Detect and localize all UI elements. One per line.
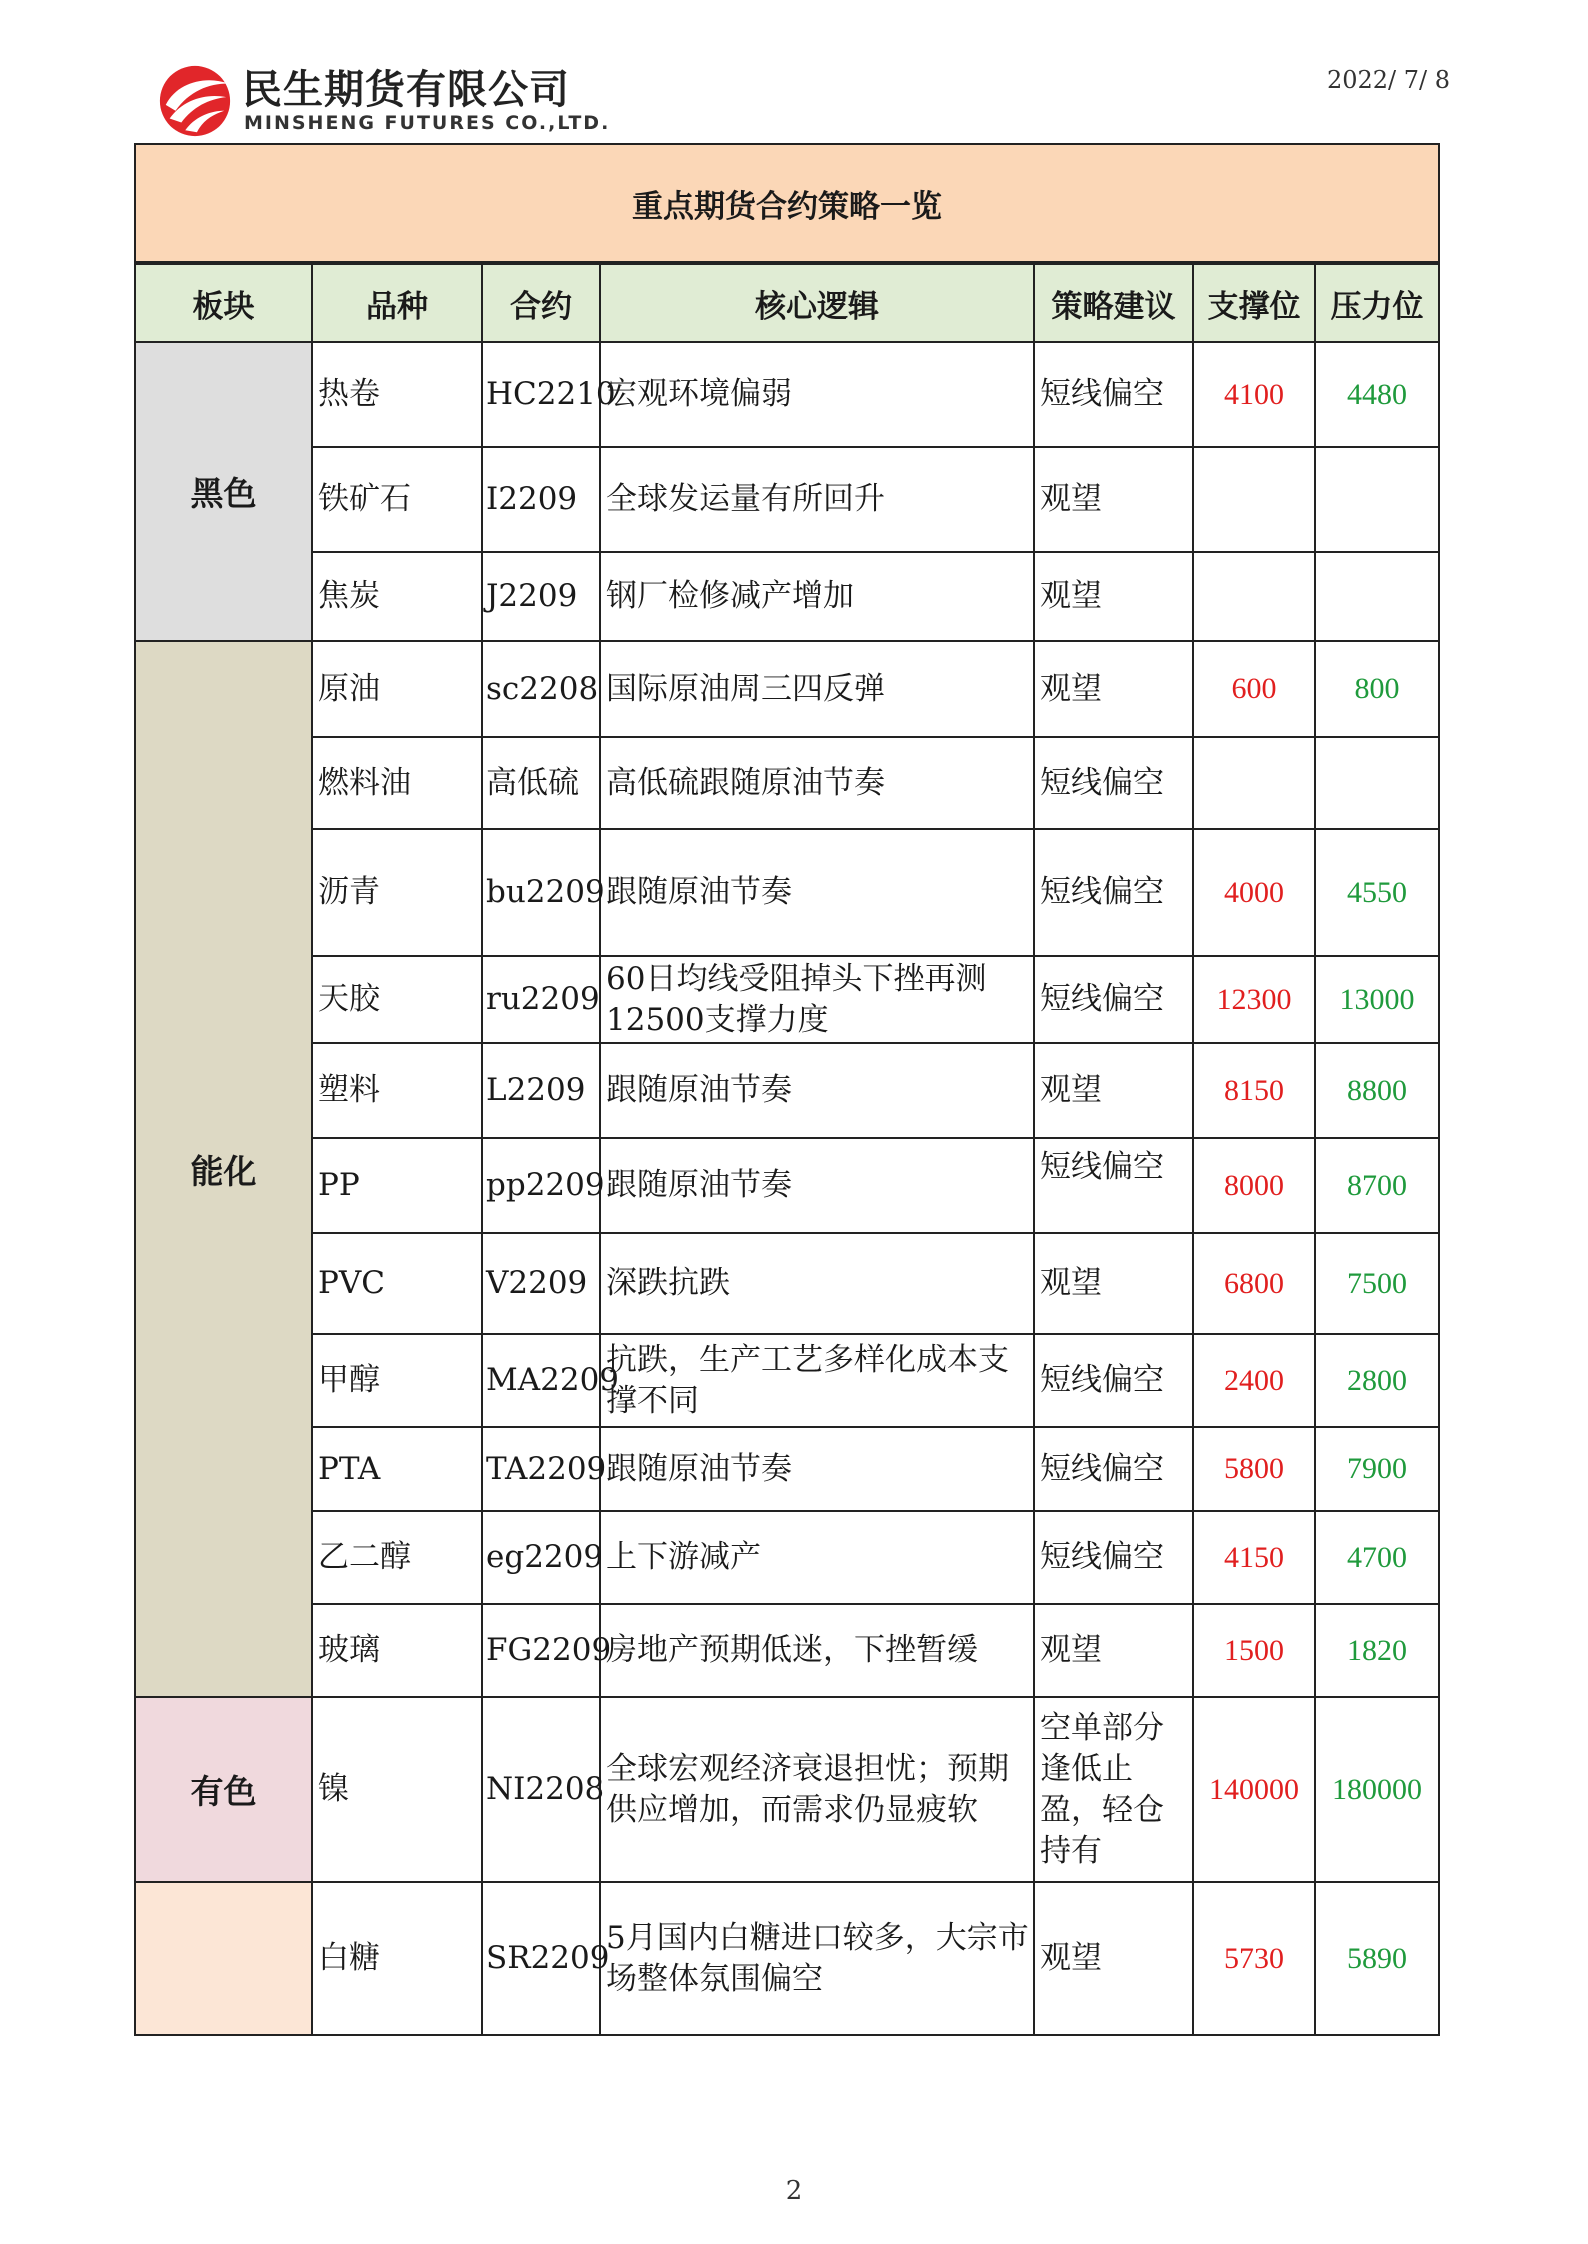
contract-cell: I2209 xyxy=(482,447,600,552)
sector-cell: 黑色 xyxy=(135,342,312,641)
table-row xyxy=(135,1511,1439,1604)
logic-cell: 跟随原油节奏 xyxy=(600,829,1034,956)
logic-cell: 5月国内白糖进口较多，大宗市场整体氛围偏空 xyxy=(600,1882,1034,2035)
logic-cell: 房地产预期低迷，下挫暂缓 xyxy=(600,1604,1034,1697)
column-header: 策略建议 xyxy=(1034,263,1193,342)
logic-cell: 抗跌，生产工艺多样化成本支撑不同 xyxy=(600,1334,1034,1427)
strategy-cell: 观望 xyxy=(1034,447,1193,552)
logic-cell: 宏观环境偏弱 xyxy=(600,342,1034,447)
contract-cell: sc2208 xyxy=(482,641,600,737)
table-row xyxy=(135,342,1439,447)
support-cell: 5730 xyxy=(1193,1882,1315,2035)
column-header: 板块 xyxy=(135,263,312,342)
table-row xyxy=(135,641,1439,737)
support-cell: 140000 xyxy=(1193,1697,1315,1882)
report-date: 2022/ 7/ 8 xyxy=(1326,66,1450,94)
contract-cell: FG2209 xyxy=(482,1604,600,1697)
support-cell: 1500 xyxy=(1193,1604,1315,1697)
resistance-cell xyxy=(1315,447,1439,552)
resistance-cell: 1820 xyxy=(1315,1604,1439,1697)
contract-cell: L2209 xyxy=(482,1043,600,1138)
table-row xyxy=(135,737,1439,829)
support-cell: 12300 xyxy=(1193,956,1315,1043)
contract-cell: V2209 xyxy=(482,1233,600,1334)
strategy-table xyxy=(134,143,1440,2036)
logic-cell: 深跌抗跌 xyxy=(600,1233,1034,1334)
logic-cell: 钢厂检修减产增加 xyxy=(600,552,1034,641)
contract-cell: TA2209 xyxy=(482,1427,600,1511)
company-name-en: MINSHENG FUTURES CO.,LTD. xyxy=(244,112,611,134)
variety-cell: PVC xyxy=(312,1233,482,1334)
variety-cell: 玻璃 xyxy=(312,1604,482,1697)
resistance-cell: 180000 xyxy=(1315,1697,1439,1882)
contract-cell: 高低硫 xyxy=(482,737,600,829)
page-number: 2 xyxy=(785,2176,803,2206)
resistance-cell: 13000 xyxy=(1315,956,1439,1043)
logic-cell: 跟随原油节奏 xyxy=(600,1427,1034,1511)
logic-cell: 高低硫跟随原油节奏 xyxy=(600,737,1034,829)
company-name-cn: 民生期货有限公司 xyxy=(242,67,570,113)
support-cell: 4000 xyxy=(1193,829,1315,956)
variety-cell: 白糖 xyxy=(312,1882,482,2035)
support-cell xyxy=(1193,737,1315,829)
table-title: 重点期货合约策略一览 xyxy=(135,144,1439,263)
table-row xyxy=(135,956,1439,1043)
support-cell: 6800 xyxy=(1193,1233,1315,1334)
column-header: 压力位 xyxy=(1315,263,1439,342)
logic-cell: 上下游减产 xyxy=(600,1511,1034,1604)
strategy-cell: 观望 xyxy=(1034,641,1193,737)
table-row xyxy=(135,829,1439,956)
logic-cell: 国际原油周三四反弹 xyxy=(600,641,1034,737)
table-row xyxy=(135,1043,1439,1138)
minsheng-logo-icon xyxy=(156,62,234,140)
support-cell: 8150 xyxy=(1193,1043,1315,1138)
support-cell: 2400 xyxy=(1193,1334,1315,1427)
resistance-cell xyxy=(1315,552,1439,641)
contract-cell: MA2209 xyxy=(482,1334,600,1427)
resistance-cell: 8800 xyxy=(1315,1043,1439,1138)
resistance-cell: 7900 xyxy=(1315,1427,1439,1511)
strategy-cell: 短线偏空 xyxy=(1034,829,1193,956)
page-header xyxy=(0,0,1588,140)
sector-cell: 能化 xyxy=(135,641,312,1697)
table-row xyxy=(135,447,1439,552)
contract-cell: NI2208 xyxy=(482,1697,600,1882)
resistance-cell: 8700 xyxy=(1315,1138,1439,1233)
contract-cell: eg2209 xyxy=(482,1511,600,1604)
variety-cell: 原油 xyxy=(312,641,482,737)
contract-cell: J2209 xyxy=(482,552,600,641)
variety-cell: PP xyxy=(312,1138,482,1233)
table-row xyxy=(135,1138,1439,1233)
column-header: 品种 xyxy=(312,263,482,342)
variety-cell: 乙二醇 xyxy=(312,1511,482,1604)
table-row xyxy=(135,1882,1439,2035)
support-cell: 4100 xyxy=(1193,342,1315,447)
company-logo xyxy=(156,58,636,144)
resistance-cell xyxy=(1315,737,1439,829)
support-cell xyxy=(1193,447,1315,552)
table-row xyxy=(135,1427,1439,1511)
resistance-cell: 4480 xyxy=(1315,342,1439,447)
strategy-cell: 短线偏空 xyxy=(1034,342,1193,447)
resistance-cell: 5890 xyxy=(1315,1882,1439,2035)
resistance-cell: 800 xyxy=(1315,641,1439,737)
table-row xyxy=(135,552,1439,641)
strategy-cell: 观望 xyxy=(1034,1604,1193,1697)
logic-cell: 跟随原油节奏 xyxy=(600,1043,1034,1138)
table-row xyxy=(135,1697,1439,1882)
sector-cell: 有色 xyxy=(135,1697,312,1882)
support-cell: 5800 xyxy=(1193,1427,1315,1511)
contract-cell: HC2210 xyxy=(482,342,600,447)
resistance-cell: 4700 xyxy=(1315,1511,1439,1604)
table-header-row xyxy=(135,263,1439,342)
support-cell xyxy=(1193,552,1315,641)
strategy-cell: 观望 xyxy=(1034,1043,1193,1138)
strategy-cell: 观望 xyxy=(1034,1882,1193,2035)
variety-cell: 热卷 xyxy=(312,342,482,447)
variety-cell: 铁矿石 xyxy=(312,447,482,552)
contract-cell: pp2209 xyxy=(482,1138,600,1233)
contract-cell: bu2209 xyxy=(482,829,600,956)
support-cell: 8000 xyxy=(1193,1138,1315,1233)
strategy-cell: 观望 xyxy=(1034,552,1193,641)
logic-cell: 60日均线受阻掉头下挫再测12500支撑力度 xyxy=(600,956,1034,1043)
resistance-cell: 2800 xyxy=(1315,1334,1439,1427)
variety-cell: PTA xyxy=(312,1427,482,1511)
table-row xyxy=(135,1334,1439,1427)
variety-cell: 沥青 xyxy=(312,829,482,956)
support-cell: 600 xyxy=(1193,641,1315,737)
variety-cell: 燃料油 xyxy=(312,737,482,829)
variety-cell: 镍 xyxy=(312,1697,482,1882)
strategy-cell: 空单部分逢低止盈，轻仓持有 xyxy=(1034,1697,1193,1882)
column-header: 合约 xyxy=(482,263,600,342)
strategy-cell: 短线偏空 xyxy=(1034,1511,1193,1604)
logic-cell: 全球发运量有所回升 xyxy=(600,447,1034,552)
strategy-cell: 短线偏空 xyxy=(1034,1427,1193,1511)
variety-cell: 天胶 xyxy=(312,956,482,1043)
table-row xyxy=(135,1604,1439,1697)
variety-cell: 塑料 xyxy=(312,1043,482,1138)
logic-cell: 全球宏观经济衰退担忧；预期供应增加，而需求仍显疲软 xyxy=(600,1697,1034,1882)
support-cell: 4150 xyxy=(1193,1511,1315,1604)
strategy-cell: 短线偏空 xyxy=(1034,1334,1193,1427)
strategy-cell: 短线偏空 xyxy=(1034,956,1193,1043)
resistance-cell: 4550 xyxy=(1315,829,1439,956)
column-header: 核心逻辑 xyxy=(600,263,1034,342)
resistance-cell: 7500 xyxy=(1315,1233,1439,1334)
column-header: 支撑位 xyxy=(1193,263,1315,342)
table-title-row xyxy=(135,144,1439,263)
contract-cell: ru2209 xyxy=(482,956,600,1043)
variety-cell: 焦炭 xyxy=(312,552,482,641)
strategy-cell: 短线偏空 xyxy=(1034,737,1193,829)
contract-cell: SR2209 xyxy=(482,1882,600,2035)
strategy-cell: 观望 xyxy=(1034,1233,1193,1334)
variety-cell: 甲醇 xyxy=(312,1334,482,1427)
strategy-cell: 短线偏空 xyxy=(1034,1138,1193,1233)
logic-cell: 跟随原油节奏 xyxy=(600,1138,1034,1233)
sector-cell xyxy=(135,1882,312,2035)
table-row xyxy=(135,1233,1439,1334)
